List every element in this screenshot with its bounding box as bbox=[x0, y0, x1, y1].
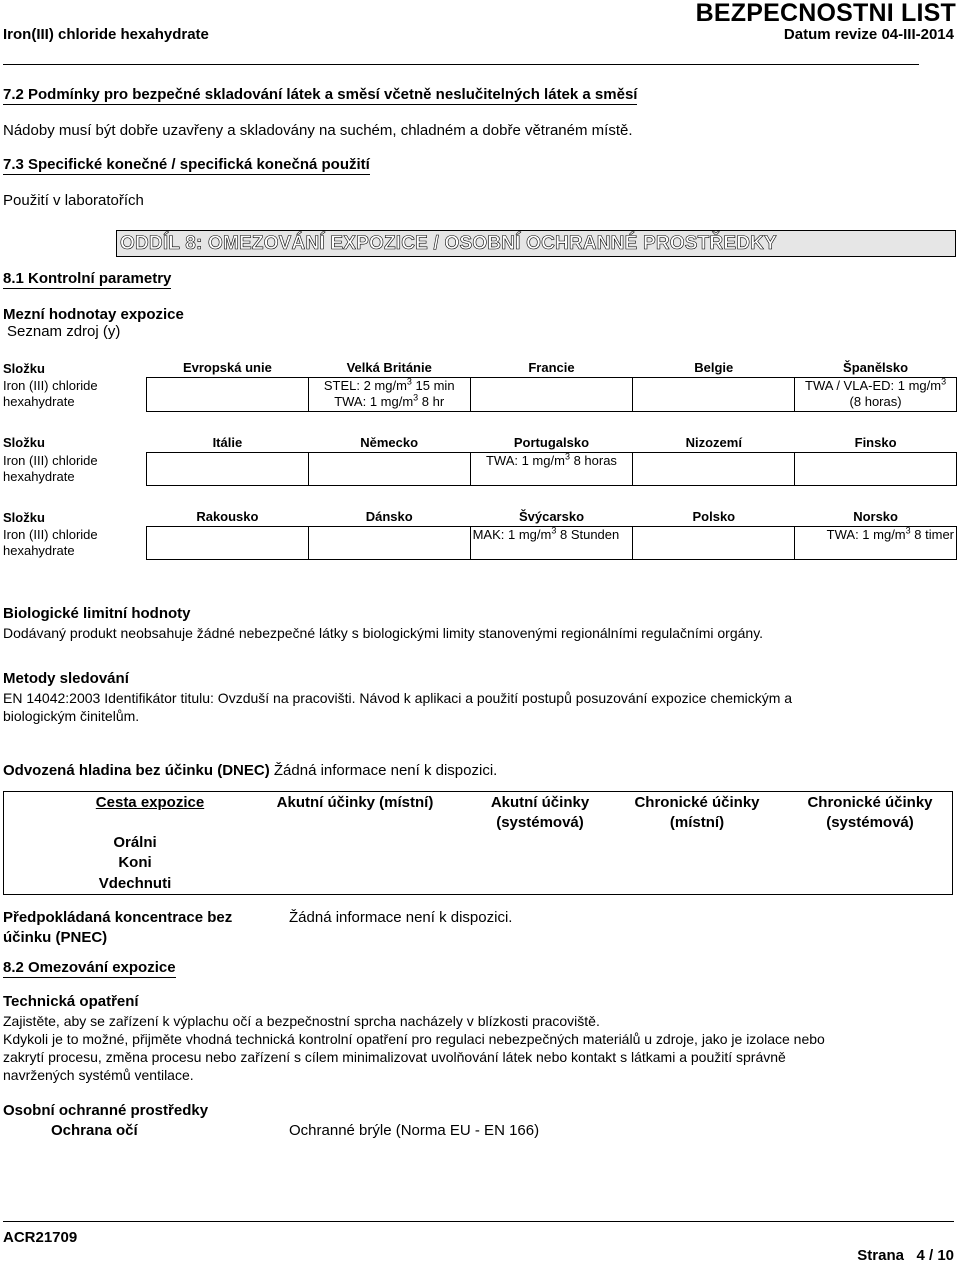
exposure-table-2 bbox=[146, 435, 957, 486]
dnel-column-header: Akutní účinky (místní) bbox=[276, 794, 434, 811]
dnel-route: Orálni bbox=[113, 834, 157, 851]
dnel-column-header: Chronické účinky (místní) bbox=[634, 794, 760, 831]
country-header: Velká Británie bbox=[346, 360, 432, 375]
section-7-2-heading: 7.2 Podmínky pro bezpečné skladování látek a směsí včetně neslučitelných látek a směsí bbox=[3, 86, 638, 103]
source-list: Seznam zdroj (y) bbox=[7, 323, 121, 340]
component-name: Iron (III) chloride hexahydrate bbox=[3, 378, 98, 409]
product-code: ACR21709 bbox=[3, 1229, 78, 1246]
product-name: Iron(III) chloride hexahydrate bbox=[3, 26, 209, 43]
monitoring-text-line1: EN 14042:2003 Identifikátor titulu: Ovzduší na pracovišti. Návod k aplikaci a použití postupů posuzování expozice chemickým a bbox=[3, 690, 793, 706]
limit-cell bbox=[308, 453, 470, 486]
limit-cell bbox=[147, 453, 309, 486]
limit-cell: STEL: 2 $mg/m^3$ 15 min TWA: 1 $mg/m^3$ 8 hr bbox=[308, 378, 470, 412]
dnel-column-header: Cesta expozice bbox=[95, 794, 205, 811]
section-8-title: ODDÍL 8: OMEZOVÁNÍ EXPOZICE / OSOBNÍ OCHRANNÉ PROSTŘEDKY bbox=[120, 233, 777, 254]
country-header: Itálie bbox=[212, 435, 243, 450]
country-header: Belgie bbox=[694, 360, 734, 375]
dnel-route: Vdechnuti bbox=[98, 875, 172, 892]
technical-measures-line: Zajistěte, aby se zařízení k výplachu očí a bezpečnostní sprcha nacházely v blízkosti pracoviště. bbox=[3, 1013, 600, 1029]
country-header: Rakousko bbox=[196, 509, 259, 524]
page-number: Strana 4 / 10 bbox=[857, 1247, 954, 1264]
country-header: Finsko bbox=[854, 435, 897, 450]
monitoring-heading: Metody sledování bbox=[3, 670, 129, 687]
limit-cell bbox=[308, 527, 470, 560]
country-header: Švýcarsko bbox=[518, 509, 585, 524]
component-label: Složku bbox=[3, 510, 45, 525]
eye-protection-value: Ochranné brýle (Norma EU - EN 166) bbox=[289, 1122, 540, 1139]
ppe-heading: Osobní ochranné prostředky bbox=[3, 1102, 209, 1119]
section-8-banner bbox=[116, 230, 956, 257]
country-header: Norsko bbox=[853, 509, 898, 524]
component-name: Iron (III) chloride hexahydrate bbox=[3, 453, 98, 484]
section-7-3-text: Použití v laboratořích bbox=[3, 192, 144, 209]
technical-measures-line: Kdykoli je to možné, přijměte vhodná technická kontrolní opatření pro regulaci nebezpečných materiálů u zdroje, jako je izolace nebo bbox=[3, 1031, 825, 1047]
limit-cell bbox=[147, 527, 309, 560]
limit-cell bbox=[633, 453, 795, 486]
technical-measures-line: navržených systémů ventilace. bbox=[3, 1067, 194, 1083]
footer-rule bbox=[3, 1221, 954, 1222]
exposure-table-1 bbox=[146, 360, 957, 412]
limit-cell bbox=[633, 527, 795, 560]
limit-cell: TWA: 1 $mg/m^3$ 8 horas bbox=[470, 453, 633, 486]
component-name: Iron (III) chloride hexahydrate bbox=[3, 527, 98, 558]
limit-cell: TWA / VLA-ED: 1 $mg/m^3$ (8 horas) bbox=[795, 378, 957, 412]
country-header: Francie bbox=[528, 360, 575, 375]
exposure-limits-heading: Mezní hodnotay expozice bbox=[3, 306, 184, 323]
limit-cell bbox=[795, 453, 957, 486]
eye-protection-label: Ochrana očí bbox=[51, 1122, 138, 1139]
bio-limits-heading: Biologické limitní hodnoty bbox=[3, 605, 191, 622]
dnel-route: Koni bbox=[118, 854, 152, 871]
limit-cell bbox=[633, 378, 795, 412]
pnec-label: Předpokládaná koncentrace bez účinku (PNEC) bbox=[3, 909, 233, 946]
limit-cell bbox=[470, 378, 633, 412]
limit-cell: MAK: 1 $mg/m^3$ 8 Stunden bbox=[470, 527, 633, 560]
country-header: Evropská unie bbox=[182, 360, 272, 375]
document-title: BEZPECNOSTNI LIST bbox=[695, 0, 956, 27]
country-header: Španělsko bbox=[843, 360, 909, 375]
component-label: Složku bbox=[3, 361, 45, 376]
section-7-2-text: Nádoby musí být dobře uzavřeny a skladovány na suchém, chladném a dobře větraném místě. bbox=[3, 122, 633, 139]
country-header: Polsko bbox=[692, 509, 736, 524]
country-header: Portugalsko bbox=[513, 435, 590, 450]
country-header: Dánsko bbox=[365, 509, 413, 524]
revision-date: Datum revize 04-III-2014 bbox=[783, 26, 954, 43]
country-header: Německo bbox=[360, 435, 419, 450]
header-rule bbox=[3, 64, 919, 65]
section-8-2-heading: 8.2 Omezování expozice bbox=[3, 959, 176, 976]
dnel-column-header: Chronické účinky (systémová) bbox=[807, 794, 933, 831]
technical-measures-line: zakrytí procesu, změna procesu nebo zařízení s cílem minimalizovat uvolňování látek nebo kontakt s látkami a použití správně bbox=[3, 1049, 786, 1065]
pnec-value: Žádná informace není k dispozici. bbox=[289, 909, 513, 926]
country-header: Nizozemí bbox=[685, 435, 742, 450]
exposure-table-3 bbox=[146, 509, 957, 560]
dnel-line: Odvozená hladina bez účinku (DNEC) Žádná informace není k dispozici. bbox=[3, 762, 498, 779]
bio-limits-text: Dodávaný produkt neobsahuje žádné nebezpečné látky s biologickými limity stanovenými regionálními regulačními orgány. bbox=[3, 625, 764, 641]
section-7-3-heading: 7.3 Specifické konečné / specifická konečná použití bbox=[3, 156, 370, 173]
section-8-1-heading: 8.1 Kontrolní parametry bbox=[3, 270, 172, 287]
dnel-column-header: Akutní účinky (systémová) bbox=[490, 794, 590, 831]
monitoring-text-line2: biologickým činitelům. bbox=[3, 708, 140, 724]
limit-cell: TWA: 1 $mg/m^3$ 8 timer bbox=[795, 527, 957, 560]
limit-cell bbox=[147, 378, 309, 412]
component-label: Složku bbox=[3, 435, 45, 450]
technical-measures-heading: Technická opatření bbox=[3, 993, 139, 1010]
